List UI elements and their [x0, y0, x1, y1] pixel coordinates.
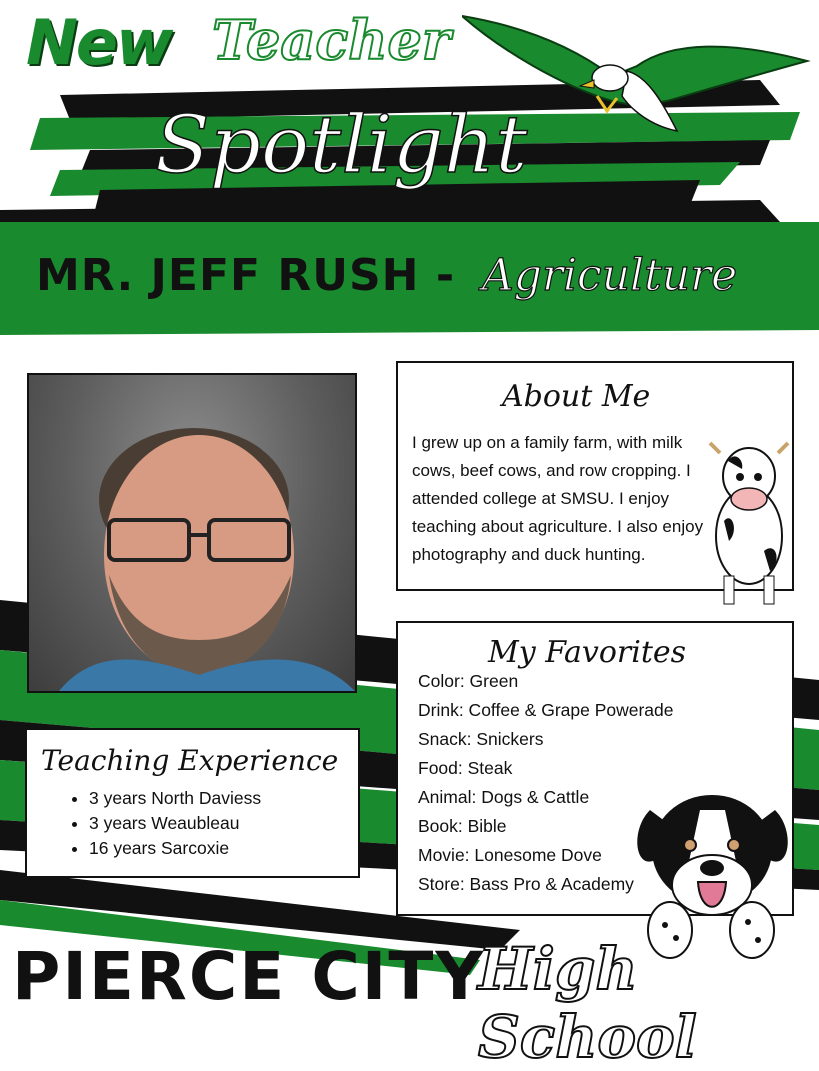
favorite-item: Color: Green [418, 671, 519, 691]
experience-item: • 3 years Weaubleau [89, 811, 261, 836]
favorite-item: Food: Steak [418, 758, 513, 778]
experience-title: Teaching Experience [41, 744, 339, 777]
favorites-title: My Favorites [488, 635, 687, 670]
header-word-spotlight: Spotlight [155, 98, 528, 191]
experience-list [89, 786, 261, 861]
experience-card [25, 728, 360, 878]
favorite-item: Book: Bible [418, 816, 507, 836]
header-word-teacher: Teacher [212, 8, 451, 72]
header-word-new: New [26, 6, 172, 79]
teacher-name: MR. JEFF RUSH - [36, 250, 456, 301]
experience-item: • 16 years Sarcoxie [89, 836, 261, 861]
about-me-text: I grew up on a family farm, with milk cows, beef cows, and row cropping. I attended college at SMSU. I enjoy teaching about agriculture. I also enjoy photography and duck hunting. [412, 433, 704, 564]
about-me-title: About Me [502, 379, 651, 414]
favorite-item: Animal: Dogs & Cattle [418, 787, 590, 807]
experience-item: • 3 years North Daviess [89, 786, 261, 811]
school-type: High School [478, 935, 697, 1071]
favorite-item: Movie: Lonesome Dove [418, 845, 602, 865]
about-me-card [396, 361, 794, 591]
teacher-photo [27, 373, 357, 693]
teacher-subject: Agriculture [482, 250, 738, 301]
cow-icon [704, 441, 794, 606]
favorite-item: Drink: Coffee & Grape Powerade [418, 700, 674, 720]
favorite-item: Store: Bass Pro & Academy [418, 874, 634, 894]
favorite-item: Snack: Snickers [418, 729, 544, 749]
school-name: PIERCE CITY [12, 938, 486, 1015]
